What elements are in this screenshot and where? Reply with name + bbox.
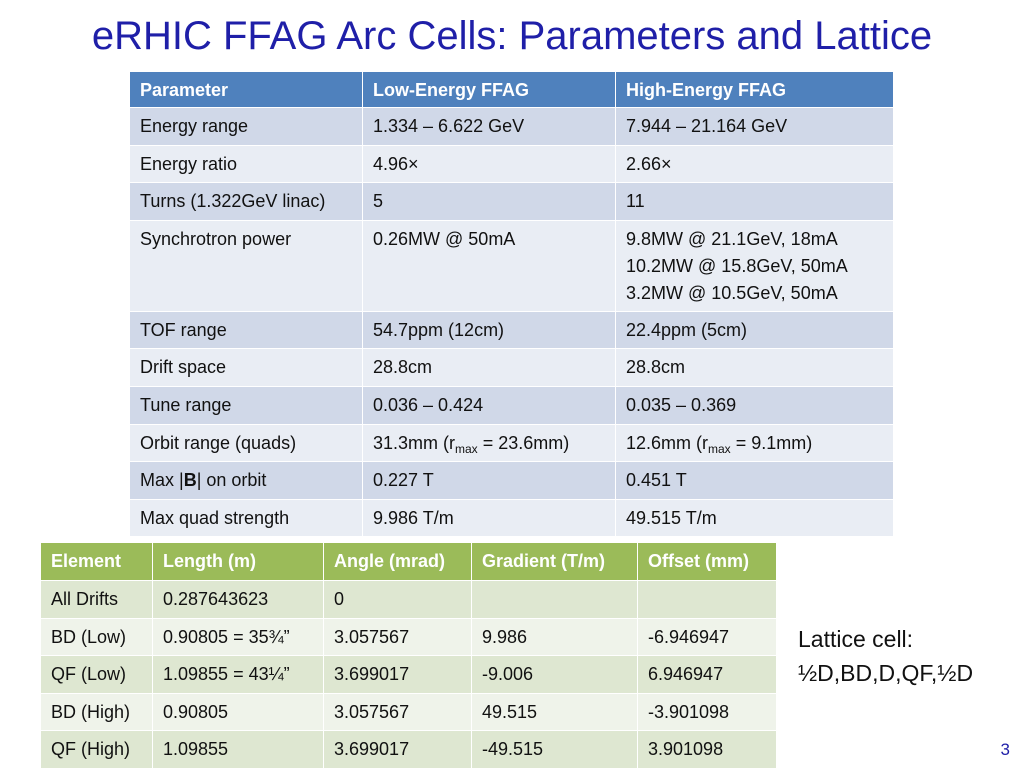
table-cell: 0.26MW @ 50mA [363, 220, 616, 311]
table-cell: -49.515 [472, 731, 638, 769]
table-cell: 0.451 T [616, 462, 894, 500]
table-cell: 0.287643623 [153, 581, 324, 619]
table-cell: Turns (1.322GeV linac) [130, 183, 363, 221]
table-cell: -9.006 [472, 656, 638, 694]
table-cell: 28.8cm [616, 349, 894, 387]
table-cell: 1.09855 = 43¼” [153, 656, 324, 694]
table-row [130, 311, 894, 349]
cell-text: Max | [140, 470, 184, 491]
table-row [130, 108, 894, 146]
cell-text: = 23.6mm) [477, 432, 570, 453]
table-cell: 3.901098 [638, 731, 777, 769]
table-cell: Energy range [130, 108, 363, 146]
header-cell: Angle (mrad) [324, 543, 472, 581]
table-row [130, 462, 894, 500]
table-row [130, 183, 894, 221]
header-cell: Low-Energy FFAG [363, 72, 616, 108]
table-cell: 11 [616, 183, 894, 221]
table-cell: 9.986 T/m [363, 499, 616, 537]
table-row [130, 424, 894, 462]
cell-text: | on orbit [196, 470, 267, 491]
table-cell [616, 220, 894, 311]
table-cell [130, 462, 363, 500]
lattice-cell-note [798, 622, 973, 690]
table-cell: All Drifts [41, 581, 153, 619]
table-cell: 2.66× [616, 145, 894, 183]
table-cell: 0.90805 [153, 693, 324, 731]
table-cell: 28.8cm [363, 349, 616, 387]
header-cell: Element [41, 543, 153, 581]
lattice-elements-table [40, 542, 777, 769]
table-cell: Tune range [130, 386, 363, 424]
table-cell: 0.227 T [363, 462, 616, 500]
table-cell [363, 424, 616, 462]
table-cell: 49.515 [472, 693, 638, 731]
cell-text: 12.6mm (r [626, 432, 709, 453]
header-cell: High-Energy FFAG [616, 72, 894, 108]
table-cell: 1.334 – 6.622 GeV [363, 108, 616, 146]
table-cell: BD (High) [41, 693, 153, 731]
table-cell: 0.035 – 0.369 [616, 386, 894, 424]
bold-symbol: B [183, 470, 197, 491]
parameters-table [129, 71, 894, 537]
table-row [41, 581, 777, 619]
table-row [41, 656, 777, 694]
header-cell: Parameter [130, 72, 363, 108]
table-header-row [130, 72, 894, 108]
table-cell: Orbit range (quads) [130, 424, 363, 462]
table-cell: 9.986 [472, 618, 638, 656]
table-row [130, 386, 894, 424]
table-cell: 0.90805 = 35¾” [153, 618, 324, 656]
table-cell: TOF range [130, 311, 363, 349]
table-cell: 4.96× [363, 145, 616, 183]
header-cell: Length (m) [153, 543, 324, 581]
table-cell: Energy ratio [130, 145, 363, 183]
table-cell: 3.057567 [324, 693, 472, 731]
table-row [41, 693, 777, 731]
table-row [130, 349, 894, 387]
table-row [41, 618, 777, 656]
table-cell: 0.036 – 0.424 [363, 386, 616, 424]
table-cell: 1.09855 [153, 731, 324, 769]
table-cell: 54.7ppm (12cm) [363, 311, 616, 349]
slide-title: eRHIC FFAG Arc Cells: Parameters and Lattice [91, 14, 933, 58]
header-cell: Offset (mm) [638, 543, 777, 581]
table-cell: Synchrotron power [130, 220, 363, 311]
table-cell: BD (Low) [41, 618, 153, 656]
table-cell: QF (High) [41, 731, 153, 769]
table-cell: 6.946947 [638, 656, 777, 694]
table-cell: 49.515 T/m [616, 499, 894, 537]
note-line: Lattice cell: [798, 626, 914, 652]
table-row [130, 499, 894, 537]
cell-text: = 9.1mm) [730, 432, 813, 453]
subscript: max [708, 441, 731, 456]
page-number: 3 [1000, 740, 1010, 759]
cell-line: 3.2MW @ 10.5GeV, 50mA [626, 282, 838, 303]
note-line: ½D,BD,D,QF,½D [798, 660, 974, 686]
table-cell: Max quad strength [130, 499, 363, 537]
table-row [130, 145, 894, 183]
table-cell: 3.057567 [324, 618, 472, 656]
table-cell: 7.944 – 21.164 GeV [616, 108, 894, 146]
cell-line: 10.2MW @ 15.8GeV, 50mA [626, 255, 848, 276]
table-cell: QF (Low) [41, 656, 153, 694]
table-row [41, 731, 777, 769]
table-cell: -3.901098 [638, 693, 777, 731]
table-cell: 3.699017 [324, 731, 472, 769]
table-cell: -6.946947 [638, 618, 777, 656]
table-cell: 5 [363, 183, 616, 221]
table-cell [638, 581, 777, 619]
table-cell: 0 [324, 581, 472, 619]
subscript: max [455, 441, 478, 456]
table-cell: 22.4ppm (5cm) [616, 311, 894, 349]
table-cell [472, 581, 638, 619]
header-cell: Gradient (T/m) [472, 543, 638, 581]
table-row [130, 220, 894, 311]
table-header-row [41, 543, 777, 581]
table-cell [616, 424, 894, 462]
table-cell: 3.699017 [324, 656, 472, 694]
cell-line: 9.8MW @ 21.1GeV, 18mA [626, 228, 838, 249]
table-cell: Drift space [130, 349, 363, 387]
cell-text: 31.3mm (r [373, 432, 456, 453]
